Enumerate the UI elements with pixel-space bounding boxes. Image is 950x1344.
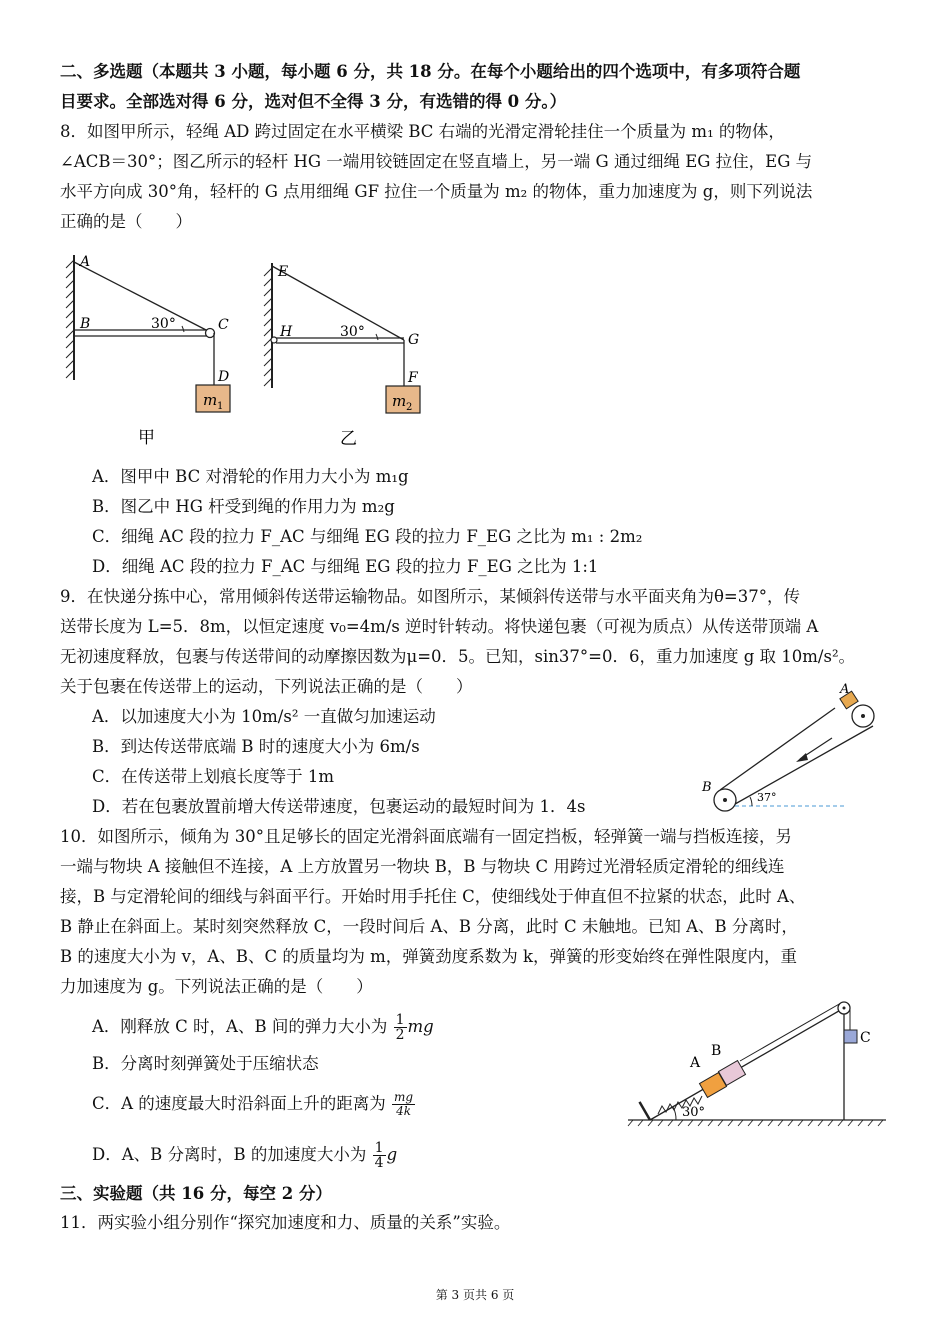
q8-option-b: B．图乙中 HG 杆受到绳的作用力为 m₂g <box>92 497 395 516</box>
q11-stem: 11．两实验小组分别作“探究加速度和力、质量的关系”实验。 <box>60 1213 511 1232</box>
frac-num: 1 <box>374 1140 384 1156</box>
q8-option-a: A．图甲中 BC 对滑轮的作用力大小为 m₁g <box>92 467 409 486</box>
mass-label: m <box>203 391 218 409</box>
q10-stem-line6: 力加速度为 g。下列说法正确的是（ ） <box>60 977 373 996</box>
q10-option-c: C．A 的速度最大时沿斜面上升的距离为 $\frac{mg}{4k}$ <box>92 1090 414 1118</box>
q10-option-b: B．分离时刻弹簧处于压缩状态 <box>92 1054 319 1073</box>
q9-stem-line2: 送带长度为 L=5．8m，以恒定速度 v₀=4m/s 逆时针转动。将快递包裹（可视为质点）从传送带顶端 A <box>60 617 819 636</box>
q9-option-d: D．若在包裹放置前增大传送带速度，包裹运动的最短时间为 1．4s <box>92 797 586 816</box>
frac-den: 4 <box>374 1155 384 1171</box>
label-A: A <box>690 1055 701 1071</box>
q8-option-d: D．细绳 AC 段的拉力 F_AC 与细绳 EG 段的拉力 F_EG 之比为 1:1 <box>92 557 599 576</box>
label-E: E <box>278 264 289 280</box>
figure-yi <box>258 258 438 453</box>
q8-stem-line4: 正确的是（ ） <box>60 212 192 231</box>
mass-sub: 1 <box>217 401 224 412</box>
frac-den: 4k <box>396 1104 412 1118</box>
q10-stem-line5: B 的速度大小为 v，A、B、C 的质量均为 m，弹簧劲度系数为 k，弹簧的形变始终在弹性限度内，重 <box>60 947 797 966</box>
frac-den: 2 <box>395 1027 405 1043</box>
label-A: A <box>80 254 91 270</box>
q8-stem-line3: 水平方向成 30°角，轻杆的 G 点用细绳 GF 拉住一个质量为 m₂ 的物体，重力加速度为 g，则下列说法 <box>60 182 813 201</box>
page-footer: 第 3 页共 6 页 <box>435 1288 515 1302</box>
q10-option-a: A．刚释放 C 时，A、B 间的弹力大小为 $\frac{1}{2}$ mg <box>92 1012 434 1043</box>
angle-label: 30° <box>151 316 176 332</box>
label-G: G <box>408 332 420 348</box>
label-H: H <box>280 324 293 340</box>
label-A: A <box>840 682 850 697</box>
q9-option-c: C．在传送带上划痕长度等于 1m <box>92 767 335 786</box>
angle-label: 37° <box>757 791 777 804</box>
frac-num: 1 <box>395 1012 405 1028</box>
q10-stem-line1: 10．如图所示，倾角为 30°且足够长的固定光滑斜面底端有一固定挡板，轻弹簧一端与挡板连接，另 <box>60 827 792 846</box>
q10-stem-line4: B 静止在斜面上。某时刻突然释放 C，一段时间后 A、B 分离，此时 C 未触地。已知 A、B 分离时， <box>60 917 798 936</box>
q9-stem-line1: 9．在快递分拣中心，常用倾斜传送带运输物品。如图所示，某倾斜传送带与水平面夹角为θ=37°，传 <box>60 587 801 606</box>
q9-option-a: A．以加速度大小为 10m/s² 一直做匀加速运动 <box>92 707 436 726</box>
angle-label: 30° <box>340 324 365 340</box>
q9-option-b: B．到达传送带底端 B 时的速度大小为 6m/s <box>92 737 420 756</box>
caption-jia: 甲 <box>138 428 155 448</box>
frac-num: mg <box>394 1090 414 1104</box>
label-B: B <box>711 1043 722 1059</box>
label-B: B <box>702 780 712 795</box>
q9-stem-line4: 关于包裹在传送带上的运动，下列说法正确的是（ ） <box>60 677 473 696</box>
incline-figure <box>628 995 898 1130</box>
label-C: C <box>860 1030 871 1046</box>
q10-stem-line2: 一端与物块 A 接触但不连接，A 上方放置另一物块 B，B 与物块 C 用跨过光滑轻质定滑轮的细线连 <box>60 857 785 876</box>
label-D: D <box>218 369 230 385</box>
label-B: B <box>80 316 91 332</box>
q8-stem-line2: ∠ACB＝30°；图乙所示的轻杆 HG 一端用铰链固定在竖直墙上，另一端 G 通过细绳 EG 拉住，EG 与 <box>60 152 813 171</box>
label-F: F <box>408 370 418 386</box>
mass-sub: 2 <box>406 402 413 413</box>
section2-header-line2: 目要求。全部选对得 6 分，选对但不全得 3 分，有选错的得 0 分。） <box>60 92 567 111</box>
q8-stem-line1: 8．如图甲所示，轻绳 AD 跨过固定在水平横梁 BC 右端的光滑定滑轮挂住一个质量为 m₁ 的物体， <box>60 122 785 141</box>
figure-jia <box>60 250 240 450</box>
mass-label: m <box>392 392 407 410</box>
q8-option-c: C．细绳 AC 段的拉力 F_AC 与细绳 EG 段的拉力 F_EG 之比为 m₁ : 2m₂ <box>92 527 643 546</box>
caption-yi: 乙 <box>340 429 357 449</box>
angle-label: 30° <box>682 1105 706 1120</box>
q9-stem-line3: 无初速度释放，包裹与传送带间的动摩擦因数为μ=0．5。已知，sin37°=0．6，重力加速度 g 取 10m/s²。 <box>60 647 856 666</box>
q10-option-d: D．A、B 分离时，B 的加速度大小为 $\frac{1}{4}$ g <box>92 1140 398 1171</box>
section3-header: 三、实验题（共 16 分，每空 2 分） <box>60 1184 332 1203</box>
conveyor-figure <box>690 680 890 815</box>
q10-stem-line3: 接，B 与定滑轮间的细线与斜面平行。开始时用手托住 C，使细线处于伸直但不拉紧的状态，此时 A、 <box>60 887 806 906</box>
section2-header-line1: 二、多选题（本题共 3 小题，每小题 6 分，共 18 分。在每个小题给出的四个选项中，有多项符合题 <box>60 62 801 81</box>
label-C: C <box>218 317 229 333</box>
